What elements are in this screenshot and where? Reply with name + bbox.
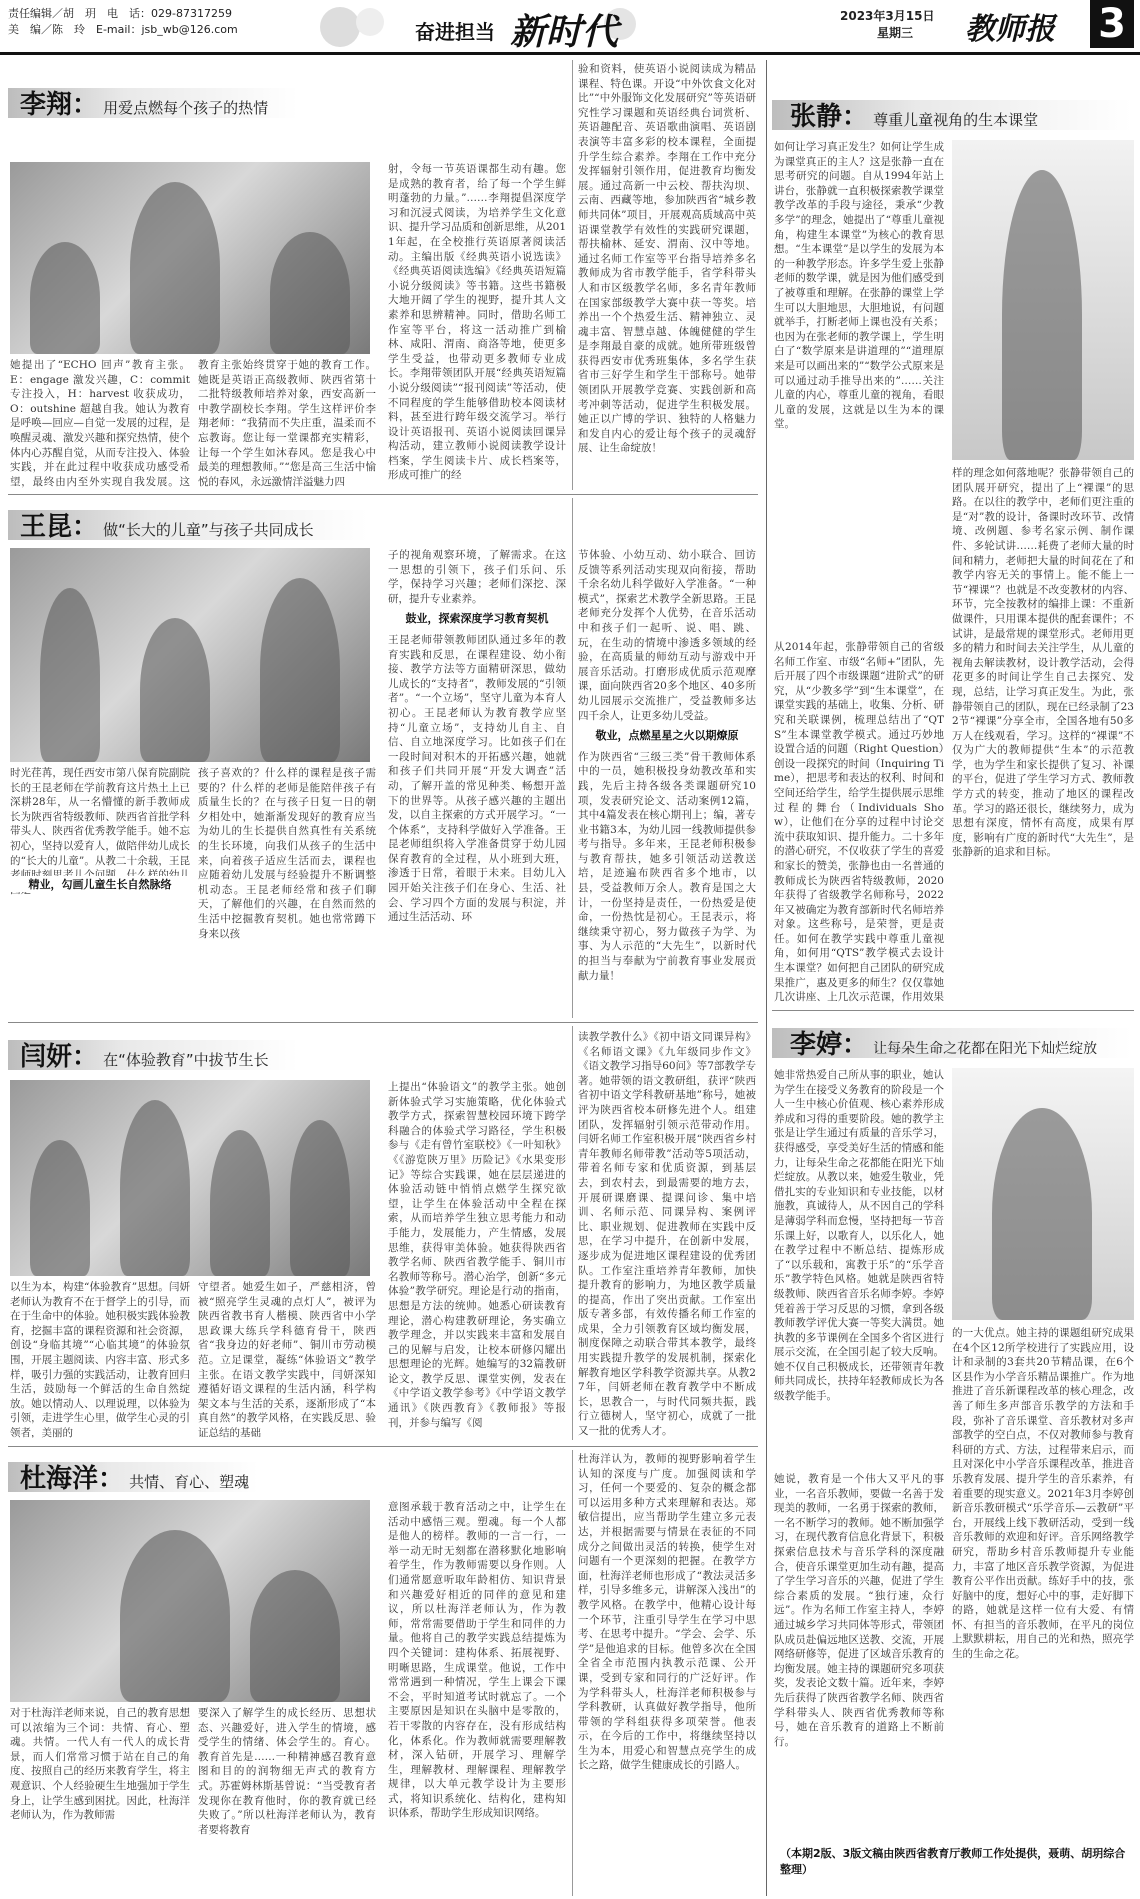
article-body: 样的理念如何落地呢？张静带领自己的团队展开研究，提出了上“裸课”的思路。在以往的教学中，老师们更注重的是“对”教的设计，备课时改环节、改情境、改例题、参考名家示例、制作课件、多轮试讲……耗费了老师大量的时间和精力，老师把大量的时间花在了和教学内容无关的事情上。能不能上一节“裸课”？也就是不改变教材的内容、环节，完全按教材的编排上课：不重新做课件，只用课本提供的配套课件；不试讲，是最常规的课堂形式。老师用更多的精力和时间去关注学生，从儿童的视角去解读教材，设计教学活动，会得花更多的时间让学生自己去探究、发现，总结，让学习真正发生。为此，张静带领自己的团队，现在已经录制了232节“裸课”分享全市，全国各地有50多万人在线观看，学习。这样的“裸课”不仅为广大的教师提供“生本”的示范教学，也为学生和家长提供了复习、补课的平台，促进了学生学习方式、教师教学方式的转变，推动了地区的课程改革。学习的路还很长，继续努力，成为思想有深度，情怀有高度，成果有厚度，影响有广度的新时代“大先生”，是张静新的追求和目标。 <box>952 467 1134 859</box>
article-body: 守望者。她爱生如子，严慈相济，曾被“照亮学生灵魂的点灯人”，被评为陕西省教书育人楷模、陕西省中小学思政课大练兵学科德育骨干，陕西省“我身边的好老师”、铜川市劳动模范。立足课堂，凝练“体验语文”教学主张。在语文教学实践中，闫妍深知遵循好语文课程的生活内涵，科学构架文本与生活的关系，逐渐形成了“本真自然”的教学风格，在实践反思、验证总结的基础 <box>198 1281 376 1438</box>
article-body: 杜海洋认为，教师的视野影响着学生认知的深度与广度。加强阅读和学习，任何一个要爱的、复杂的概念都可以运用多种方式来理解和表达。郑敏信提出，应当帮助学生建立多元表达，并根据需要与情景在表征的不同成分之间做出灵活的转换，使学生对问题有一个更深刻的把握。在教学方面，杜海洋老师也形成了“教法灵活多样，引导多维多元，讲解深入浅出”的教学风格。在教学中，他精心设计每一个环节，注重引导学生在学习中思考、在思考中提升。“学会、会学、乐学”是他追求的目标。他曾多次在全国全省全市范围内执教示范课、公开课，受到专家和同行的广泛好评。作为学科带头人，杜海洋老师积极参与学科教研，认真做好教学指导，他所带领的学科组获得多项荣誉。他表示，在今后的工作中，将继续坚持以生为本，用爱心和智慧点亮学生的成长之路，做学生健康成长的引路人。 <box>578 1453 756 1772</box>
teacher-name: 张静： <box>790 102 869 132</box>
article-body: 验和资料，使英语小说阅读成为精品课程、特色课。开设“中外饮食文化对比”“中外服饰文化发展研究”等英语研究性学习课题和英语经典台词赏析、英语趣配音、英语歌曲演唱、英语剧表演等丰富多彩的校本课程，全面提升学生综合素养。李翔在工作中充分发挥辐射引领作用，促进教育均衡发展。通过高新一中云校、帮扶沟坝、云南、西藏等地，参加陕西省“城乡教师共同体”项目，开展观高质域高中英语课堂教学有效性的实践研究课题，帮扶榆林、延安、渭南、汉中等地。通过名师工作室等平台指导培养多名教师成为省市教学能手，省学科带头人和市区级教学名师，多名青年教师在国家部级教学大赛中获一等奖。培养出一个个热爱生活、精神独立、灵魂丰富、智慧卓越、体魄健健的学生是李翔最自豪的成就。她所带班级曾获得西安市优秀班集体，多名学生获省市三好学生和学生干部称号。她带领团队开展教学竞赛、实践创新和高考冲刺等活动，促进学生积极发展。她正以广博的学识、独特的人格魅力和发自内心的爱让每个孩子的灵魂舒展、让生命绽放！ <box>578 63 756 455</box>
email-label: E-mail：jsb_wb@126.com <box>96 23 238 36</box>
teacher-photo <box>10 1500 370 1702</box>
article-subtitle: 让每朵生命之花都在阳光下灿烂绽放 <box>873 1041 1098 1057</box>
article-title <box>20 84 268 121</box>
article-paragraph: 王昆老师带领教师团队通过多年的教育实践和反思，在课程建设、幼小衔接、教学方法等方面精研深思，做幼儿成长的“支持者”，教师发展的“引领者”。“一个立场”，坚守儿童为本育人初心。王昆老师认为教育教学应坚持“儿童立场”，支持幼儿自主、自信、自立地深度学习。比如孩子们在一段时间对积木的开拓感兴趣，她就和孩子们共同开展“开发大调查”活动，了解开盖的常见种类、畅想开盖下的世界等。从孩子感兴趣的主题出发，以自主探索的方式开展学习。“一个体系”，支持科学做好入学准备。王昆老师组织将入学准备贯穿于幼儿园保育教育的全过程，从小班到大班，渗透于日常，着眼于未来。目幼儿入园开始关注孩子们在身心、生活、社会、学习四个方面的发展与积淀，并通过生活活动、环 <box>388 633 566 924</box>
teacher-name: 王昆： <box>20 512 99 542</box>
article-paragraph: 节体验、小幼互动、幼小联合、回访反馈等系列活动实现双向衔接，帮助千余名幼儿科学做好入学准备。“一种模式”，探索艺术教学全新思路。王昆老师充分发挥个人优势，在音乐活动中和孩子们一起听、说、唱、跳、玩，在生动的情境中渗透多领域的经验，在高质量的师幼互动与游戏中开展音乐活动。打磨形成优质示范观摩课，面向陕西省20多个地区、40多所幼儿园展示交流推广，受益教师多达四千余人，让更多幼儿受益。 <box>578 549 756 722</box>
article-body: 如何让学习真正发生？如何让学生成为课堂真正的主人？这是张静一直在思考研究的问题。自从1994年站上讲台，张静就一直积极探索教学课堂教学改革的手段与途径，秉承“少教多学”的理念，她提出了“尊重儿童视角，构建生本课堂”为核心的教育思想。“生本课堂”是以学生的发展为本的一种教学形态。许多学生爱上张静老师的数学课，就是因为他们感受到了被尊重和理解。在张静的课堂上学生可以大胆地思，大胆地说，有问题就举手，打断老师上课也没有关系；也因为在张老师的教学课上，学生明白了“数学原来是讲道理的”“道理原来是可以画出来的”“数学公式原来是可以通过动手推导出来的”……关注儿童的内心，尊重儿童的视角，看眼儿童的发展，这就是以生为本的课堂。 <box>774 141 944 431</box>
article-body: 教育主张始终贯穿于她的教育工作。她既是英语正高级教师、陕西省第十二批特级教师培养对象，西安高新一中教学副校长李翔。学生这样评价李翔老师：“我猜而不失庄重，温柔而不忘教诲。您让每一堂课都充实精彩，让每一个学生如沐春风。您是我心中最美的理想教师。”“您是高三生活中愉悦的春风，永远激情洋溢魅力四 <box>198 359 376 488</box>
article-body: 她非常热爱自己所从事的职业，她认为学生在接受义务教育的阶段是一个人一生中核心价值观、核心素养形成养成和习得的重要阶段。她的教学主张是让学生通过有质量的音乐学习，获得感受，享受美好生活的情感和能力，让每朵生命之花都能在阳光下灿烂绽放。从教以来，她爱生敬业，凭借扎实的专业知识和专业技能，以材施教，真诚待人，从不因自己的学科是薄弱学科而怠慢，坚持把每一节音乐课上好，以歌育人，以乐化人，她在教学过程中不断总结、提炼形成了“以乐载和，寓教于乐”的“乐学音乐”教学特色风格。她就是陕西省特级教师、陕西省音乐名师李婷。李婷凭着善于学习反思的习惯，拿到各级教师教学评优大赛一等奖大满贯。她执教的多节课例在全国多个省区进行展示交流，在全国引起了较大反响。她不仅自己积极成长，还带领青年教师共同成长，扶持年轻教师成长为各级教学能手。 <box>774 1069 944 1403</box>
page-number: 3 <box>1090 0 1134 48</box>
article-body: 从2014年起，张静带领自己的省级名师工作室、市级“名师+”团队，先后开展了四个市级课题“进阶式”的研究，从“少教多学”到“生本课堂”，在课堂实践的基础上，收集、分析、研究和关联课例，梳理总结出了“QTS”生本课堂教学模式。通过巧妙地设置合适的问题（Right Question）创设一段探究的时间（Inquiring Time），把思考和表达的权利、时间和空间还给学生，给学生提供展示思维过程的舞台（Individuals Show），让他们在分享的过程中讨论交流中获取知识、提升能力。二十多年的潜心研究，不仅收获了学生的喜爱和家长的赞美，张静也由一名普通的教师成长为陕西省特级教师，2020年获得了省级教学名师称号，2022年又被确定为教育部新时代名师培养对象。这些称号，是荣誉，更是责任。如何在教学实践中尊重儿童视角，如何用“QTS”教学模式去设计生本课堂？如何把自己团队的研究成果推广，惠及更多的师生？仅仅靠她几次讲座、上几次示范课，作用效果 <box>774 641 944 1004</box>
article-body: 读教学教什么》《初中语文同课异构》《名师语文课》《九年级同步作文》《语文教学习指导60问》等7部教学专著。她带领的语文教研组，获评“陕西省初中语文学科教研基地”称号，她被评为陕西省校本研修先进个人。组建团队，发挥辐射引领示范带动作用。闫妍名师工作室积极开展“陕西省乡村青年教师名师带教”活动等5项活动，带着名师专家和优质资源，到基层去，到农村去，到最需要的地方去，开展研课磨课、提课问诊、集中培训、名师示范、同课异构、案例评比、职业规划、促进教师在实践中反思，在学习中提升，在创新中发展，逐步成为促进地区课程建设的优秀团队。工作室注重培养青年教师，加快提升教育的影响力，为地区教学质量的提高，作出了突出贡献。工作室出版专著多部，有效传播名师工作室的成果，全力引领教育区域均衡发展，制度保障之动联合带其本教学，最终用实践提升教学的发展机制，探索化解教育地区学科教学资源共享。从教27年，闫妍老师在教育教学中不断成长，思教合一，与时代同频共振，践行立德树人，坚守初心，成就了一批又一批的优秀人才。 <box>578 1031 756 1438</box>
teacher-photo <box>10 162 370 354</box>
masthead-rule <box>0 52 1140 55</box>
column-divider <box>572 1026 573 1440</box>
article-body: 孩子喜欢的？什么样的课程是孩子需要的？什么样的老师是能陪伴孩子有质量生长的？在与孩子日复一日的朝夕相处中，她渐渐发现好的教育应当为幼儿的生长提供自然真性有关系统的生长环境，向我们从孩子的生活中来，向着孩子适应生活而去，课程也应随着幼儿发展与经验提升不断调整机动态。王昆老师经常和孩子们聊天，了解他们的兴趣，在自然而然的生活中挖掘教育契机。她也常常蹲下身来以孩 <box>198 767 376 940</box>
column-divider <box>572 1450 573 1896</box>
article-paragraph: 作为陕西省“三级三类”骨干教师体系中的一员，她积极投身幼教改革和实践，先后主持各级各类课题研究10项，发表研究论文、活动案例12篇，其中4篇发表在核心期刊上；编，著专业书籍3本，为幼儿园一线教师提供参考与指导。多年来，王昆老师积极参与教育帮扶，她多引领活动送教送培，足迹遍布陕西省多个地市，以县，受益教师万余人。教育是国之大计，一份坚持是责任，一份热爱是使命，一份热忱是初心。王昆表示，将继续秉守初心，努力做孩子为学、为事、为人示范的“大先生”，以新时代的担当与奉献为宁前教育事业发展贡献力量！ <box>578 750 756 982</box>
article-paragraph: 子的视角观察环境，了解需求。在这一思想的引领下，孩子们乐问、乐学，保持学习兴趣；老师们深挖、深研，提升专业素养。 <box>388 549 566 605</box>
article-body <box>578 548 756 1016</box>
footer-note: （本期2版、3版文稿由陕西省教育厅教师工作处提供，聂萌、胡玥综合整理） <box>780 1847 1126 1876</box>
section-rule <box>8 1446 758 1447</box>
article-paragraph: 时光荏苒，现任西安市第八保育院副院长的王昆老师在学前教育这片热土上已深耕28年，从一名懵懂的新手教师成长为陕西省特级教师、陕西省首批学科带头人、陕西省优秀教学能手。她不忘初心，坚持以爱育人，做陪伴幼儿成长的“长大的儿童”。从教二十余载，王昆 <box>10 767 190 867</box>
paper-name: 教师报 <box>965 12 1055 47</box>
banner-big-text: 新时代 <box>510 11 619 53</box>
article-title <box>20 506 314 543</box>
article-body: 意图承载于教育活动之中，让学生在活动中感悟三观。塑魂。每一个人都是他人的榜样。教师的一言一行，一举一动无时无刻都在潜移默化地影响着学生，作为教师需要以身作则。人们通常愿意听取年龄相仿、知识背景和兴趣爱好相近的同伴的意见和建议，所以杜海洋老师认为，作为教师，常常需要借助于学生和同伴的力量。他将自己的教学实践总结提炼为四个关键词：建构体系、拓展视野、明晰思路，生成课堂。他说，工作中常常遇到一种情况，学生上课会下课不会，平时知道考试时就忘了。一个主要原因是知识在头脑中是零散的，若干零散的内容存在，没有形成结构化，体系化。作为教师就需要理解教材，深入钻研，开展学习、理解学生，理解教材、理解课程、理解教学规律，以大单元教学设计为主要形式，将知识系统化、结构化，建构知识体系，帮助学生形成知识网络。 <box>388 1501 566 1820</box>
section-rule <box>8 494 758 495</box>
banner-small-text: 奋进担当 <box>415 20 495 44</box>
article-subtitle: 做“长大的儿童”与孩子共同成长 <box>103 521 314 539</box>
article-body: 上提出“体验语文”的教学主张。她创新体验式学习实施策略，优化体验式教学方式，探索智慧校园环境下跨学科融合的体验式学习路径，学生积极参与《走有曾竹室联校》《一叶知秋》《《游览陕万里》历险记》《水果变形记》等综合实践课，她在层层递进的体验活动链中悄悄点燃学生探究欲望，让学生在体验活动中全程在探索，从而培养学生独立思考能力和动手能力，发展能力，产生情感，发展思维，获得审美体验。她获得陕西省教学名师、陕西省教学能手、铜川市名教师等称号。潜心治学，创新“多元体验”教学研究。理论是行动的指南，思想是方法的统帅。她悉心研读教育理论，潜心构建教研理论，务实确立教学理念，并以实践来丰富和发展自己的见解与启发，让校本研修闪耀出思想理论的光辉。她编写的32篇教研论文，教学反思、课堂实例，发表在《中学语文教学参考》《中学语文教学通讯》《陕西教育》《教师报》等报刊，并参与编写《阅 <box>388 1081 566 1429</box>
article-title <box>790 96 1038 133</box>
teacher-photo <box>952 140 1134 460</box>
designer-label: 美 编／陈 玲 <box>8 23 85 36</box>
section-subhead: 敬业，点燃星星之火以期燎原 <box>595 729 739 743</box>
teacher-photo <box>952 1068 1134 1320</box>
phone-label: 电 话：029-87317259 <box>107 7 232 20</box>
article-body: 要深入了解学生的成长经历、思想状态、兴趣爱好，进入学生的情境，感受学生的情绪、体会学生的。育心。教育首先是……一种精神感召教育意图和目的的润物细无声式的教育方式。苏霍姆林斯基曾说：“当受教育者发现你在教育他时，你的教育就已经失败了。”所以杜海洋老师认为，教育者要将教育 <box>198 1707 376 1836</box>
article-body: 她说，教育是一个伟大又平凡的事业，一名音乐教师，要做一名善于发现美的教师，一名勇于探索的教师，一名不断学习的教师。她不断加强学习，在现代教育信息化背景下，积极探索信息技术与音乐学科的深度融合，使音乐课堂更加生动有趣，提高了学生学习音乐的兴趣，促进了学生综合素质的发展。“独行速，众行远”。作为名师工作室主持人，李婷通过城乡学习共同体等形式，带领团队成员赴偏远地区送教、交流，开展网络研修等，促进了区域音乐教育的均衡发展。她主持的课题研究多项获奖，发表论文数十篇。近年来，李婷先后获得了陕西省教学名师、陕西省学科带头人、陕西省优秀教师等称号，她在音乐教育的道路上不断前行。 <box>774 1473 944 1748</box>
article-subtitle: 尊重儿童视角的生本课堂 <box>873 111 1039 129</box>
article-title <box>20 1036 269 1073</box>
article-subtitle: 共情、育心、塑魂 <box>129 1473 250 1491</box>
article-body: 以生为本，构建“体验教育”思想。闫妍老师认为教育不在于督学上的引导，而在于生命中的体验。她积极实践体验教育，挖掘丰富的课程资源和社会资源，创设“身临其境”“心临其境”的体验氛围，开展主题阅读、内容丰富、形式多样，吸引力强的实践活动，让教育回归生活，鼓励每一个鲜活的生命自然绽放。她以情动人、以理说理，以体验为引领，走进学生心里，做学生心灵的引领者，美丽的 <box>10 1281 190 1438</box>
article-body: 的一大优点。她主持的课题组研究成果在4个区12所学校进行了实践应用，设计和录制的3套共20节精品课，在6个区县作为小学音乐精品课推广。作为地推进了音乐新课程改革的核心理念，改善了师生多声部音乐教学的方法和手段，弥补了音乐课堂、音乐教材对多声部教学的空白点，不仅对教师参与教育科研的方式、方法，过程带来启示，而且对深化中小学音乐课程改革，推进音乐教育发展、提升学生的音乐素养，有着重要的现实意义。2021年3月李婷创新音乐教研模式“乐学音乐—云教研”平台，开展线上线下教研活动，受到一线音乐教师的欢迎和好评。音乐网络教学研究，帮助乡村音乐教师提升专业能力，丰富了地区音乐教学资源，为促进教育公平作出贡献。练好手中的技，张好脑中的度，想好心中的事，走好脚下的路，她就是这样一位有大爱、有情怀、有担当的音乐教师，在平凡的岗位上默默耕耘，用自己的光和热，照亮学生的生命之花。 <box>952 1327 1134 1661</box>
section-subhead: 精业，勾画儿童生长自然脉络 <box>10 876 190 892</box>
column-divider <box>572 60 573 490</box>
teacher-name: 李翔： <box>20 90 99 120</box>
article-body: 射，令每一节英语课都生动有趣。您是成熟的教育者，给了每一个学生鲜明蓬勃的力量。”……李翔提倡深度学习和沉浸式阅读，为培养学生文化意识、提升学习品质和创新思维，从2011年起，在全校推行英语原著阅读活动。主编出版《经典英语小说选读》《经典英语阅读选编》《经典英语短篇小说分级阅读》等书籍。这些书籍极大地开阔了学生的视野，提升其人文素养和思辨精神。同时，借助名师工作室等平台，将这一活动推广到榆林、咸阳、渭南、商洛等地，使更多学生受益，也带动更多教师专业成长。李翔带领团队开展“经典英语短篇小说分级阅读”“报刊阅读”等活动，使不同程度的学生能够借助校本阅读材料，甚至进行跨年级交流学习。举行设计英语报刊、英语小说阅读回课异构活动，建立教师小说阅读教学设计档案，学生阅读卡片、成长档案等，形成可推广的经 <box>388 163 566 482</box>
article-body: 对于杜海洋老师来说，自己的教育思想可以浓缩为三个词：共情、育心、塑魂。共情。一代人有一代人的成长背景，而人们常常习惯于站在自己的角度、按照自己的经历来教育学生，将主观意识、个人经验硬生生地强加于学生身上，让学生感到困扰。因此，杜海洋老师认为，作为教师需 <box>10 1707 190 1822</box>
teacher-name: 李婷： <box>790 1030 869 1060</box>
date-block <box>840 8 950 42</box>
masthead-info <box>8 6 288 50</box>
section-subhead: 鼓业，探索深度学习教育契机 <box>405 612 549 626</box>
editor-label: 责任编辑／胡 玥 <box>8 7 96 20</box>
teacher-name: 杜海洋： <box>20 1464 125 1494</box>
column-divider <box>766 60 767 1896</box>
article-title <box>790 1024 1097 1061</box>
issue-date: 2023年3月15日 <box>840 9 935 23</box>
article-body <box>388 548 566 1016</box>
article-subtitle: 在“体验教育”中拔节生长 <box>103 1051 269 1069</box>
teacher-photo <box>10 1080 370 1276</box>
article-body: 她提出了“ECHO 回声”教育主张。E：engage 激发兴趣，C：commit 专注投入，H：harvest 收获成功，O：outshine 超越自我。她认为教育是呼唤—回应—自觉一发展的过程，是唤醒灵魂、激发兴趣和探究热情，使个体内心苏醒自觉，从而专注投入、体验实践，并在此过程中收获成功感受希望，最终由内至外实现自我发展。这 <box>10 359 190 488</box>
section-rule <box>8 1022 758 1023</box>
article-title <box>20 1458 249 1495</box>
issue-weekday: 星期三 <box>876 26 913 40</box>
masthead-banner <box>300 2 660 52</box>
teacher-photo <box>10 548 370 762</box>
teacher-name: 闫妍： <box>20 1042 99 1072</box>
column-divider <box>572 498 573 1018</box>
article-subtitle: 用爱点燃每个孩子的热情 <box>103 99 269 117</box>
section-rule <box>772 1010 1134 1011</box>
